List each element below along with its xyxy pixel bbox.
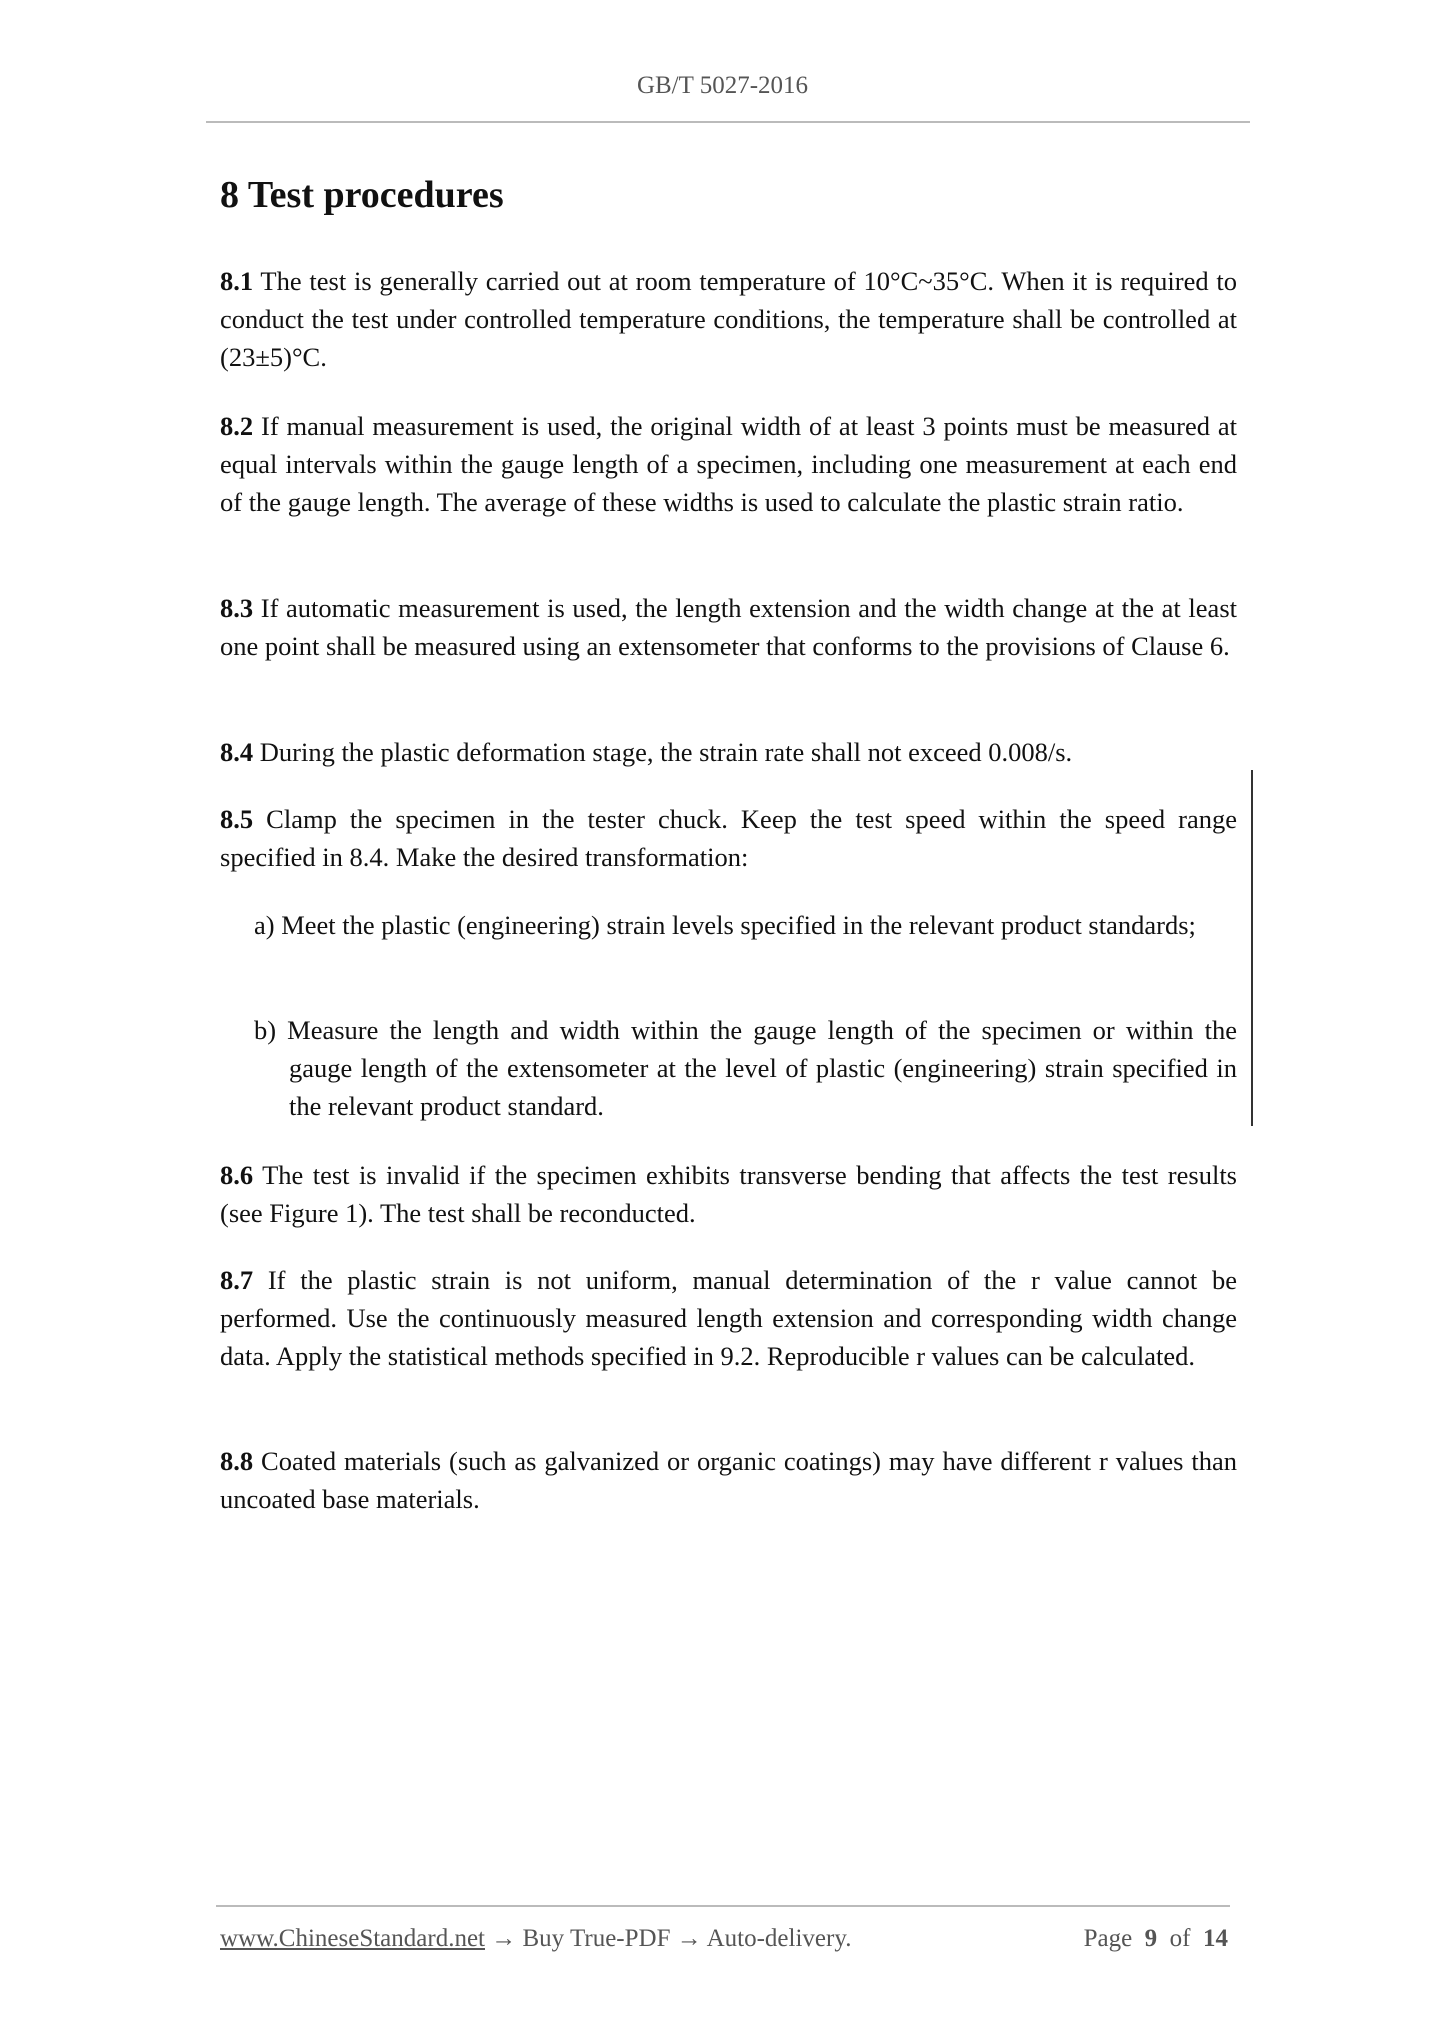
clause-number: 8.8 [220,1446,254,1476]
page-total: 14 [1203,1925,1228,1952]
page-number: 9 [1144,1925,1158,1952]
promo-text-2: → Auto-delivery. [676,1925,852,1952]
footer [220,1925,1228,1953]
clause-text: The test is generally carried out at room temperature of 10°C~35°C. When it is required to conduct the test under controlled temperature conditions, the temperature shall be controlled at (23±5)°C. [220,266,1237,372]
page-indicator [1084,1925,1228,1953]
clause-text: Coated materials (such as galvanized or organic coatings) may have different r values than uncoated base materials. [220,1446,1237,1514]
clause-number: 8.3 [220,593,254,623]
list-item-a: a) Meet the plastic (engineering) strain levels specified in the relevant product standards; [254,910,1196,940]
clause-number: 8.2 [220,411,254,441]
header-divider [206,121,1250,123]
clause-text: If manual measurement is used, the original width of at least 3 points must be measured at equal intervals within the gauge length of a specimen, including one measurement at each end of the gauge length. The average of these widths is used to calculate the plastic strain ratio. [220,411,1237,517]
clause-number: 8.5 [220,804,254,834]
clause-text: If automatic measurement is used, the length extension and the width change at the at least one point shall be measured using an extensometer that conforms to the provisions of Clause 6. [220,593,1237,661]
clause-8-7 [220,1261,1237,1375]
clause-8-2 [220,407,1237,521]
clause-text: If the plastic strain is not uniform, manual determination of the r value cannot be performed. Use the continuously measured length extension and corresponding width change data. Apply the statistical methods specified in 9.2. Reproducible r values can be calculated. [220,1265,1237,1371]
clause-text: During the plastic deformation stage, the strain rate shall not exceed 0.008/s. [253,737,1073,767]
clause-8-5 [220,800,1237,876]
clause-8-1 [220,262,1237,376]
clause-8-3 [220,589,1237,665]
of-label: of [1169,1925,1191,1952]
clause-8-4 [220,733,1237,771]
clause-number: 8.7 [220,1265,254,1295]
clause-number: 8.4 [220,737,254,767]
list-item-b: b) Measure the length and width within the gauge length of the specimen or within the gauge length of the extensometer at the level of plastic (engineering) strain specified in the relevant product standard. [254,1015,1237,1121]
clause-text: The test is invalid if the specimen exhibits transverse bending that affects the test results (see Figure 1). The test shall be reconducted. [220,1160,1237,1228]
footer-divider [216,1905,1230,1907]
clause-8-6 [220,1156,1237,1232]
clause-number: 8.6 [220,1160,254,1190]
clause-8-8 [220,1442,1237,1518]
promo-text-1: → Buy True-PDF [485,1925,677,1952]
website-link[interactable]: www.ChineseStandard.net [220,1925,485,1952]
page-label: Page [1083,1925,1133,1952]
clause-text: Clamp the specimen in the tester chuck. Keep the test speed within the speed range specified in 8.4. Make the desired transformation: [220,804,1237,872]
document-header: GB/T 5027-2016 [636,72,809,99]
section-title: 8 Test procedures [220,174,504,216]
clause-number: 8.1 [220,266,254,296]
footer-promo [220,1925,851,1953]
change-bar [1251,770,1253,1126]
